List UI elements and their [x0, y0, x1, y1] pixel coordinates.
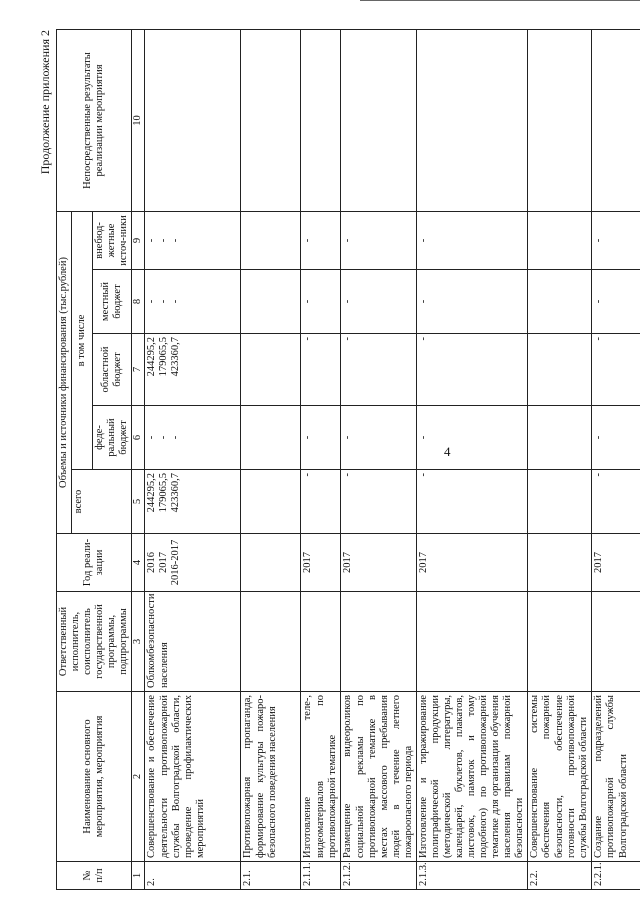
row-federal-value: -: [593, 435, 605, 440]
row-local-value: -: [593, 299, 605, 304]
page-number: 4: [444, 444, 451, 459]
row-years: [592, 534, 640, 592]
column-number: 2: [132, 692, 145, 862]
row-extra-value: -: [417, 238, 429, 243]
row-extra-value: -: [302, 238, 314, 243]
row-regional-value: 244295,2: [146, 337, 158, 377]
row-extra-value: -: [169, 238, 181, 243]
row-result: [592, 29, 640, 211]
row-local: [416, 270, 528, 334]
column-number: 8: [132, 270, 145, 334]
row-federal-value: -: [146, 435, 158, 440]
row-total-value: -: [593, 473, 605, 477]
row-federal-value: -: [342, 435, 354, 440]
row-federal: [241, 406, 301, 470]
row-years-value: 2016-2017: [169, 539, 181, 586]
row-local-value: -: [342, 299, 354, 304]
row-executor: [241, 592, 301, 692]
row-total-value: -: [342, 473, 354, 477]
row-name: Изготовление и тиражирование полиграфической продукции (методической литературы, календарей, буклетов, плакатов, листовок, памяток и тому подобного) по противопожарной тематике для организации обучения населения правилам пожарной безопасности: [416, 692, 528, 862]
row-executor: [301, 592, 341, 692]
row-regional: [592, 334, 640, 406]
row-local: [592, 270, 640, 334]
row-regional-value: -: [342, 337, 354, 341]
row-extra: [301, 211, 341, 269]
row-total: [528, 470, 592, 534]
table-row: [301, 29, 341, 889]
row-regional-value: -: [593, 337, 605, 341]
header-federal: феде-ральный бюджет: [93, 406, 132, 470]
row-number: 2.2.1.: [592, 862, 640, 890]
row-regional-value: 423360,7: [169, 337, 181, 377]
table-row: [341, 29, 416, 889]
row-years-value: 2016: [146, 552, 158, 573]
row-extra: [528, 211, 592, 269]
row-federal: [416, 406, 528, 470]
row-total: [416, 470, 528, 534]
row-executor: [416, 592, 528, 692]
row-years-value: 2017: [417, 552, 429, 573]
row-number: 2.1.: [241, 862, 301, 890]
column-number: 7: [132, 334, 145, 406]
row-local-value: -: [302, 299, 314, 304]
row-local-value: -: [157, 299, 169, 304]
row-extra: [592, 211, 640, 269]
row-local: [528, 270, 592, 334]
row-executor: Облкомбезопасности населения: [145, 592, 241, 692]
row-federal: [145, 406, 241, 470]
row-years: [145, 534, 241, 592]
row-years-value: 2017: [342, 552, 354, 573]
column-number: 5: [132, 470, 145, 534]
row-regional-value: -: [302, 337, 314, 341]
row-total: [592, 470, 640, 534]
row-regional: [528, 334, 592, 406]
row-total: [145, 470, 241, 534]
row-local-value: -: [169, 299, 181, 304]
row-extra-value: -: [146, 238, 158, 243]
row-federal: [528, 406, 592, 470]
program-table: [56, 29, 640, 890]
row-years-value: 2017: [157, 552, 169, 573]
table-body: [145, 29, 640, 889]
row-years: [341, 534, 416, 592]
row-years: [416, 534, 528, 592]
continuation-label: Продолжение приложения 2: [38, 30, 52, 175]
top-rule: [360, 0, 640, 1]
row-extra: [241, 211, 301, 269]
header-name: Наименование основного мероприятия, мероприятия: [57, 692, 132, 862]
row-name: Совершенствование и обеспечение деятельности противопожарной службы Волгоградской области, проведение профилактических мероприятий: [145, 692, 241, 862]
row-extra: [145, 211, 241, 269]
header-no: № п/п: [57, 862, 132, 890]
column-number: 10: [132, 29, 145, 211]
header-results: Непосредственные результаты реализации мероприятия: [57, 29, 132, 211]
row-federal-value: -: [169, 435, 181, 440]
header-funding: Объемы и источники финансирования (тыс.рублей): [57, 211, 72, 533]
row-extra-value: -: [342, 238, 354, 243]
column-number: 6: [132, 406, 145, 470]
row-extra: [416, 211, 528, 269]
row-extra-value: -: [157, 238, 169, 243]
row-federal: [341, 406, 416, 470]
row-result: [241, 29, 301, 211]
row-years-value: 2017: [593, 552, 605, 573]
column-number: 3: [132, 592, 145, 692]
row-extra: [341, 211, 416, 269]
row-federal: [301, 406, 341, 470]
row-result: [145, 29, 241, 211]
row-local: [341, 270, 416, 334]
row-number: 2.1.1.: [301, 862, 341, 890]
column-number: 1: [132, 862, 145, 890]
row-executor: [341, 592, 416, 692]
row-name: Совершенствование системы обеспечения пожарной безопасности, обеспечение готовности противопожарной службы Волгоградской области: [528, 692, 592, 862]
row-total-value: 244295,2: [146, 473, 158, 513]
row-regional-value: 179065,5: [157, 337, 169, 377]
table-row: [241, 29, 301, 889]
row-years-value: 2017: [302, 552, 314, 573]
row-regional: [416, 334, 528, 406]
table-row: [416, 29, 528, 889]
row-result: [528, 29, 592, 211]
row-total-value: 423360,7: [169, 473, 181, 513]
header-total: всего: [72, 470, 132, 534]
row-executor: [592, 592, 640, 692]
row-local: [145, 270, 241, 334]
row-total: [301, 470, 341, 534]
row-total-value: -: [417, 473, 429, 477]
table-row: [528, 29, 592, 889]
table-row: [145, 29, 241, 889]
row-regional: [241, 334, 301, 406]
row-extra-value: -: [593, 238, 605, 243]
row-regional: [145, 334, 241, 406]
row-local: [301, 270, 341, 334]
row-total: [241, 470, 301, 534]
row-number: 2.2.: [528, 862, 592, 890]
row-executor: [528, 592, 592, 692]
row-name: Создание подразделений противопожарной службы Волгоградской области: [592, 692, 640, 862]
row-total: [341, 470, 416, 534]
header-year: Год реали-зации: [57, 534, 132, 592]
row-result: [416, 29, 528, 211]
header-executor: Ответственный исполнитель, соисполнитель государственной программы, подпрограммы: [57, 592, 132, 692]
row-total-value: -: [302, 473, 314, 477]
row-regional-value: -: [417, 337, 429, 341]
column-number: 4: [132, 534, 145, 592]
row-number: 2.1.2.: [341, 862, 416, 890]
row-name: Размещение видеороликов социальной рекламы по противопожарной тематике в местах массового пребывания людей в течение летнего пожароопасного периода: [341, 692, 416, 862]
row-federal-value: -: [157, 435, 169, 440]
row-result: [341, 29, 416, 211]
row-name: Противопожарная пропаганда, формирование культуры пожаро-безопасного поведения населения: [241, 692, 301, 862]
rotated-page: [38, 30, 629, 890]
header-local: местный бюджет: [93, 270, 132, 334]
row-regional: [301, 334, 341, 406]
row-federal-value: -: [302, 435, 314, 440]
header-regional: областной бюджет: [93, 334, 132, 406]
row-regional: [341, 334, 416, 406]
row-local-value: -: [146, 299, 158, 304]
row-number: 2.1.3.: [416, 862, 528, 890]
row-total-value: 179065,5: [157, 473, 169, 513]
row-years: [528, 534, 592, 592]
row-result: [301, 29, 341, 211]
column-number: 9: [132, 211, 145, 269]
row-years: [241, 534, 301, 592]
row-federal-value: -: [417, 435, 429, 440]
table-row: [592, 29, 640, 889]
header-including: в том числе: [72, 211, 93, 469]
row-name: Изготовление теле-, видеоматериалов по противопожарной тематике: [301, 692, 341, 862]
row-years: [301, 534, 341, 592]
row-number: 2.: [145, 862, 241, 890]
row-federal: [592, 406, 640, 470]
row-local: [241, 270, 301, 334]
header-extra: внебюд-жетные источ-ники: [93, 211, 132, 269]
row-local-value: -: [417, 299, 429, 304]
column-numbers-row: [132, 29, 145, 889]
